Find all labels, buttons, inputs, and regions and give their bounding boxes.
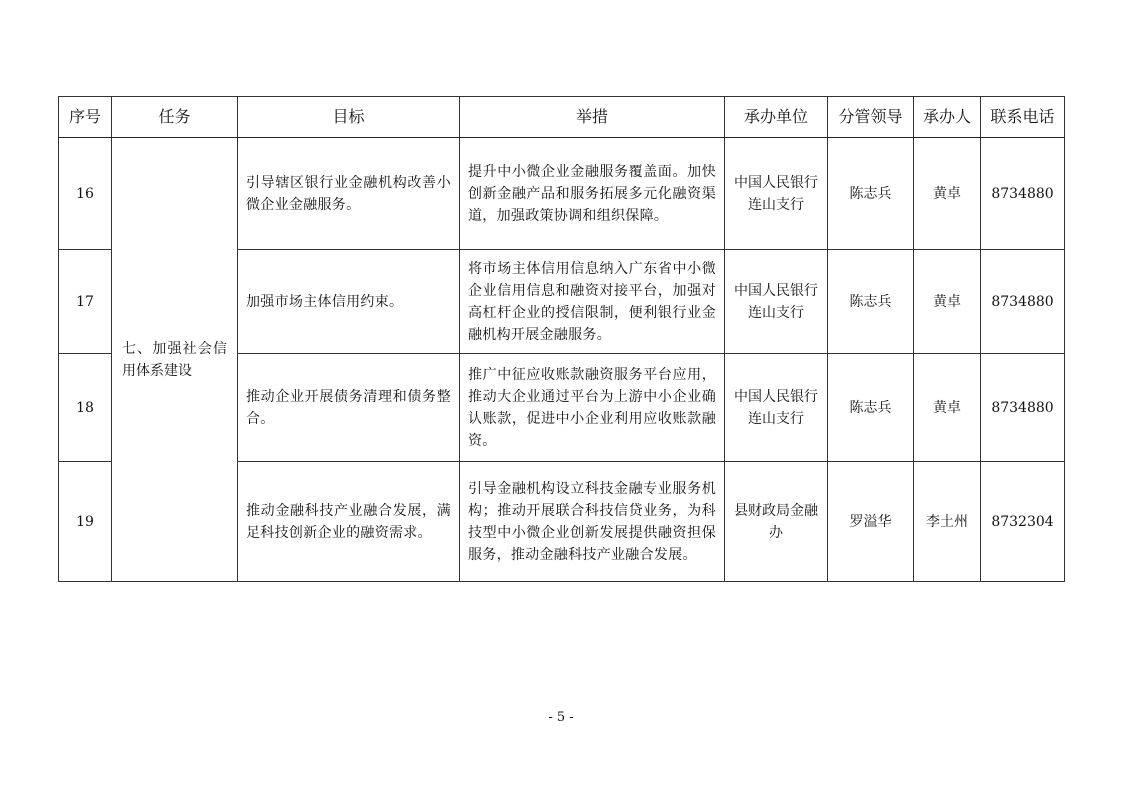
row-handler: 黄卓: [914, 138, 981, 250]
table-header-row: [59, 97, 1065, 138]
row-measure: 提升中小微企业金融服务覆盖面。加快创新金融产品和服务拓展多元化融资渠道，加强政策协调和组织保障。: [460, 138, 725, 250]
row-measure: 引导金融机构设立科技金融专业服务机构；推动开展联合科技信贷业务，为科技型中小微企业创新发展提供融资担保服务，推动金融科技产业融合发展。: [460, 462, 725, 582]
row-goal: 加强市场主体信用约束。: [238, 250, 460, 354]
row-phone: 8734880: [981, 250, 1065, 354]
row-measure: 推广中征应收账款融资服务平台应用，推动大企业通过平台为上游中小企业确认账款，促进中小企业利用应收账款融资。: [460, 354, 725, 462]
header-measure: 举措: [460, 97, 725, 138]
row-leader: 陈志兵: [828, 250, 914, 354]
row-handler: 黄卓: [914, 354, 981, 462]
header-leader: 分管领导: [828, 97, 914, 138]
row-unit-text: 中国人民银行连山支行: [734, 388, 818, 427]
row-measure: 将市场主体信用信息纳入广东省中小微企业信用信息和融资对接平台，加强对高杠杆企业的授信限制，便利银行业金融机构开展金融服务。: [460, 250, 725, 354]
header-unit: 承办单位: [725, 97, 828, 138]
header-phone: 联系电话: [981, 97, 1065, 138]
row-unit-text: 中国人民银行连山支行: [734, 282, 818, 321]
header-task: 任务: [112, 97, 238, 138]
task-table: [58, 96, 1065, 582]
row-phone: 8732304: [981, 462, 1065, 582]
row-goal: 推动金融科技产业融合发展，满足科技创新企业的融资需求。: [238, 462, 460, 582]
row-seq: 17: [59, 250, 112, 354]
task-group-label: 七、加强社会信用体系建设: [122, 340, 227, 379]
row-unit: [725, 250, 828, 354]
table-row: [59, 138, 1065, 250]
header-handler: 承办人: [914, 97, 981, 138]
task-group-cell: [112, 138, 238, 582]
row-leader: 陈志兵: [828, 354, 914, 462]
row-handler: 李土州: [914, 462, 981, 582]
row-unit-text: 县财政局金融办: [734, 502, 818, 541]
page-number: - 5 -: [548, 710, 574, 725]
row-phone: 8734880: [981, 138, 1065, 250]
row-seq: 18: [59, 354, 112, 462]
row-goal: 推动企业开展债务清理和债务整合。: [238, 354, 460, 462]
row-goal: 引导辖区银行业金融机构改善小微企业金融服务。: [238, 138, 460, 250]
row-handler: 黄卓: [914, 250, 981, 354]
header-seq: 序号: [59, 97, 112, 138]
header-goal: 目标: [238, 97, 460, 138]
row-unit: [725, 462, 828, 582]
row-seq: 19: [59, 462, 112, 582]
row-leader: 陈志兵: [828, 138, 914, 250]
row-unit: [725, 138, 828, 250]
row-unit: [725, 354, 828, 462]
row-phone: 8734880: [981, 354, 1065, 462]
row-leader: 罗溢华: [828, 462, 914, 582]
row-seq: 16: [59, 138, 112, 250]
row-unit-text: 中国人民银行连山支行: [734, 174, 818, 213]
